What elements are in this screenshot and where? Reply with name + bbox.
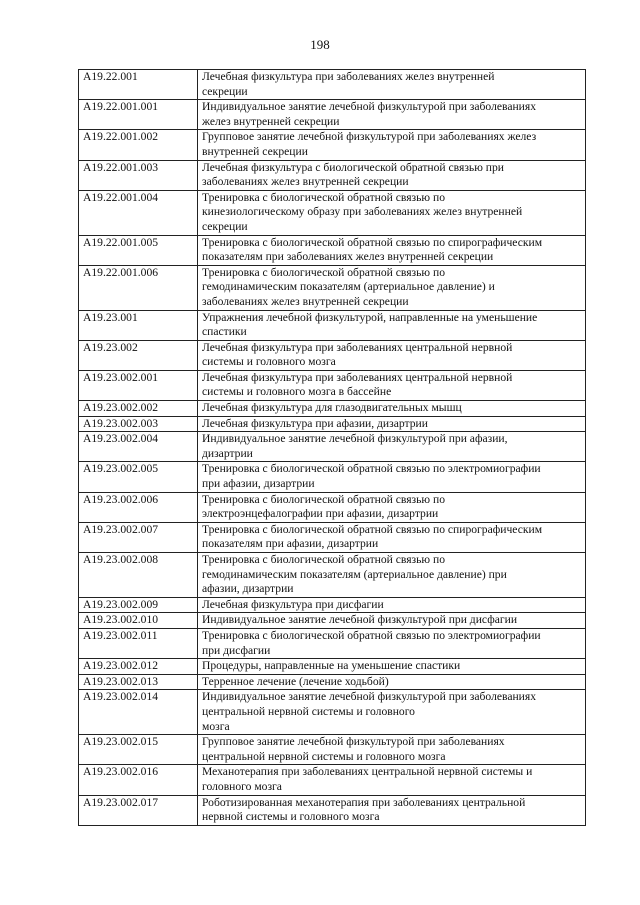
description-line: заболеваниях желез внутренней секреции	[202, 175, 409, 189]
table-row	[79, 690, 586, 735]
service-description	[198, 628, 586, 658]
service-description	[198, 265, 586, 310]
description-line: заболеваниях желез внутренней секреции	[202, 294, 409, 308]
service-description	[198, 160, 586, 190]
description-line: Тренировка с биологической обратной связью по	[202, 553, 445, 566]
description-line: Индивидуальное занятие лечебной физкультурой при дисфагии	[202, 613, 518, 627]
description-line: головного мозга	[202, 779, 282, 793]
service-code: A19.23.002.017	[79, 795, 198, 825]
service-code: A19.23.002.015	[79, 735, 198, 765]
table-row	[79, 597, 586, 613]
service-description	[198, 401, 586, 417]
table-row	[79, 370, 586, 400]
description-line: Тренировка с биологической обратной связью по электромиографии	[202, 628, 541, 642]
service-description	[198, 613, 586, 629]
table-row	[79, 553, 586, 598]
description-line: центральной нервной системы и головного	[202, 704, 415, 718]
description-line: Лечебная физкультура при заболеваниях центральной нервной	[202, 370, 513, 384]
table-row	[79, 235, 586, 265]
description-line: Индивидуальное занятие лечебной физкультурой при афазии,	[202, 432, 508, 446]
description-line: гемодинамическим показателям (артериальное давление) и	[202, 280, 495, 294]
description-line: афазии, дизартрии	[202, 582, 294, 596]
table-row	[79, 674, 586, 690]
description-line: Терренное лечение (лечение ходьбой)	[202, 674, 389, 688]
description-line: гемодинамическим показателям (артериальное давление) при	[202, 567, 507, 581]
description-line: показателям при заболеваниях желез внутренней секреции	[202, 250, 494, 264]
service-code: A19.22.001	[79, 70, 198, 100]
service-code: A19.23.002.008	[79, 553, 198, 598]
table-row	[79, 628, 586, 658]
service-code: A19.23.002.001	[79, 370, 198, 400]
description-line: Тренировка с биологической обратной связью по электромиографии	[202, 462, 541, 476]
table-row	[79, 765, 586, 795]
table-row	[79, 795, 586, 825]
service-code: A19.23.002.014	[79, 690, 198, 735]
service-description	[198, 370, 586, 400]
description-line: Упражнения лечебной физкультурой, направленные на уменьшение	[202, 310, 538, 324]
table-row	[79, 340, 586, 370]
table-row	[79, 100, 586, 130]
service-description	[198, 765, 586, 795]
service-code: A19.22.001.005	[79, 235, 198, 265]
table-row	[79, 462, 586, 492]
service-description	[198, 462, 586, 492]
table-row	[79, 522, 586, 552]
service-code: A19.23.002.013	[79, 674, 198, 690]
service-code-table	[78, 69, 586, 826]
service-code: A19.23.002.006	[79, 492, 198, 522]
description-line: Лечебная физкультура при дисфагии	[202, 597, 384, 611]
table-row	[79, 416, 586, 432]
service-description	[198, 130, 586, 160]
description-line: Механотерапия при заболеваниях центральной нервной системы и	[202, 765, 533, 779]
service-code: A19.22.001.006	[79, 265, 198, 310]
description-line: Лечебная физкультура при заболеваниях желез внутренней	[202, 70, 495, 83]
table-row	[79, 160, 586, 190]
description-line: Лечебная физкультура с биологической обратной связью при	[202, 160, 504, 174]
service-description	[198, 492, 586, 522]
description-line: нервной системы и головного мозга	[202, 810, 380, 824]
service-code: A19.23.002.016	[79, 765, 198, 795]
description-line: спастики	[202, 325, 247, 339]
service-description	[198, 674, 586, 690]
service-code: A19.22.001.001	[79, 100, 198, 130]
description-line: Индивидуальное занятие лечебной физкультурой при заболеваниях	[202, 690, 537, 704]
description-line: Тренировка с биологической обратной связью по	[202, 492, 445, 506]
service-code: A19.22.001.003	[79, 160, 198, 190]
description-line: Тренировка с биологической обратной связью по спирографическим	[202, 235, 543, 249]
description-line: центральной нервной системы и головного мозга	[202, 749, 446, 763]
table-row	[79, 70, 586, 100]
table-row	[79, 265, 586, 310]
service-code: A19.23.002.002	[79, 401, 198, 417]
service-description	[198, 522, 586, 552]
service-code: A19.22.001.004	[79, 190, 198, 235]
service-code: A19.23.002.004	[79, 432, 198, 462]
description-line: Индивидуальное занятие лечебной физкультурой при заболеваниях	[202, 100, 537, 114]
service-code: A19.23.002.007	[79, 522, 198, 552]
table-row	[79, 401, 586, 417]
service-description	[198, 597, 586, 613]
service-description	[198, 690, 586, 735]
table-row	[79, 613, 586, 629]
table-row	[79, 492, 586, 522]
description-line: Роботизированная механотерапия при заболеваниях центральной	[202, 795, 526, 809]
description-line: мозга	[202, 719, 230, 733]
service-description	[198, 235, 586, 265]
description-line: Лечебная физкультура при афазии, дизартрии	[202, 416, 428, 430]
description-line: секреции	[202, 84, 248, 98]
description-line: электроэнцефалографии при афазии, дизартрии	[202, 507, 439, 521]
service-code: A19.23.002	[79, 340, 198, 370]
service-code: A19.23.002.012	[79, 659, 198, 675]
service-description	[198, 553, 586, 598]
service-description	[198, 310, 586, 340]
description-line: Лечебная физкультура для глазодвигательных мышц	[202, 401, 462, 415]
service-code: A19.23.002.003	[79, 416, 198, 432]
table-row	[79, 190, 586, 235]
service-code: A19.23.001	[79, 310, 198, 340]
service-code: A19.22.001.002	[79, 130, 198, 160]
description-line: системы и головного мозга	[202, 355, 336, 369]
description-line: Тренировка с биологической обратной связью по спирографическим	[202, 522, 543, 536]
service-description	[198, 190, 586, 235]
description-line: дизартрии	[202, 446, 253, 460]
service-description	[198, 416, 586, 432]
table-row	[79, 130, 586, 160]
description-line: при афазии, дизартрии	[202, 477, 315, 491]
table-row	[79, 659, 586, 675]
service-description	[198, 340, 586, 370]
description-line: кинезиологическому образу при заболеваниях желез внутренней	[202, 205, 523, 219]
description-line: Групповое занятие лечебной физкультурой при заболеваниях	[202, 735, 505, 749]
description-line: системы и головного мозга в бассейне	[202, 385, 392, 399]
service-description	[198, 432, 586, 462]
description-line: внутренней секреции	[202, 144, 308, 158]
service-code: A19.23.002.009	[79, 597, 198, 613]
service-code-table-body	[79, 70, 586, 826]
service-description	[198, 659, 586, 675]
service-description	[198, 795, 586, 825]
table-row	[79, 432, 586, 462]
description-line: Тренировка с биологической обратной связью по	[202, 190, 445, 204]
service-description	[198, 70, 586, 100]
service-description	[198, 735, 586, 765]
description-line: Лечебная физкультура при заболеваниях центральной нервной	[202, 340, 513, 354]
description-line: при дисфагии	[202, 643, 271, 657]
description-line: Процедуры, направленные на уменьшение спастики	[202, 659, 461, 673]
service-code: A19.23.002.010	[79, 613, 198, 629]
description-line: показателям при афазии, дизартрии	[202, 537, 379, 551]
description-line: Тренировка с биологической обратной связью по	[202, 265, 445, 279]
page-number: 198	[310, 37, 330, 52]
table-row	[79, 735, 586, 765]
description-line: желез внутренней секреции	[202, 114, 340, 128]
service-code: A19.23.002.005	[79, 462, 198, 492]
description-line: Групповое занятие лечебной физкультурой при заболеваниях желез	[202, 130, 537, 144]
service-code: A19.23.002.011	[79, 628, 198, 658]
table-row	[79, 310, 586, 340]
service-description	[198, 100, 586, 130]
description-line: секреции	[202, 219, 248, 233]
